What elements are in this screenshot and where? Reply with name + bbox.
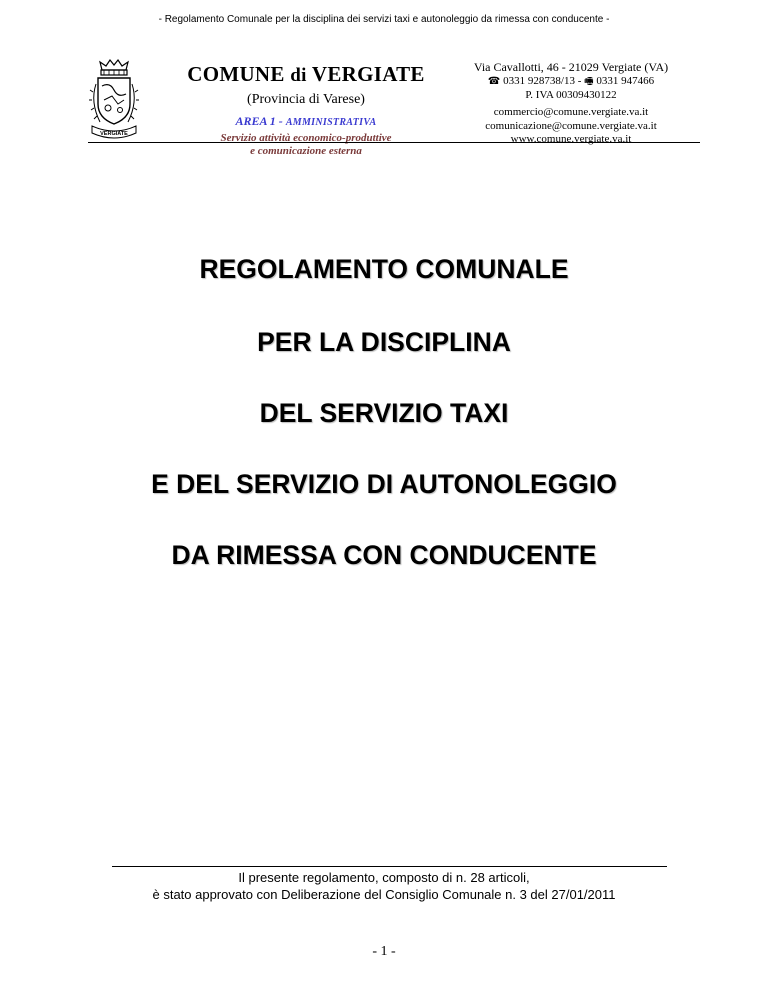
municipality-name-city: VERGIATE [306, 62, 425, 86]
footnote-divider [112, 866, 667, 867]
vat-number: P. IVA 00309430122 [525, 88, 617, 101]
phone-fax-line [455, 75, 687, 89]
website-link[interactable]: www.comune.vergiate.va.it [510, 133, 632, 145]
page-number: - 1 - [372, 944, 396, 959]
footnote-line-1: Il presente regolamento, composto di n. 28 articoli, [238, 870, 530, 885]
crest-ribbon-text: VERGIATE [100, 131, 128, 137]
fax-number: 0331 947466 [596, 75, 655, 87]
area-prefix: AREA 1 - [235, 114, 286, 128]
title-line-4: E DEL SERVIZIO DI AUTONOLEGGIO [151, 469, 617, 499]
area-name: AMMINISTRATIVA [285, 117, 377, 128]
running-header: - Regolamento Comunale per la disciplina dei servizi taxi e autonoleggio da rimessa con conducente - [158, 14, 610, 25]
fax-icon: 🖷 [584, 76, 594, 87]
title-line-3: DEL SERVIZIO TAXI [259, 398, 509, 428]
header-divider [88, 142, 700, 143]
municipality-name-di: di [290, 65, 307, 86]
title-line-2: PER LA DISCIPLINA [257, 327, 511, 357]
footnote-line-2: è stato approvato con Deliberazione del Consiglio Comunale n. 3 del 27/01/2011 [152, 887, 616, 902]
email-commercio[interactable]: commercio@comune.vergiate.va.it [493, 106, 649, 118]
municipality-name [170, 62, 442, 88]
municipality-name-main: COMUNE [187, 62, 291, 86]
service-line-1: Servizio attività economico-produttive [220, 132, 392, 144]
title-line-5: DA RIMESSA CON CONDUCENTE [171, 540, 597, 570]
municipal-crest-icon [88, 56, 140, 146]
email-comunicazione[interactable]: comunicazione@comune.vergiate.va.it [485, 119, 657, 132]
municipality-block [170, 62, 442, 158]
area-label [170, 114, 442, 130]
service-line-2: e comunicazione esterna [250, 145, 362, 157]
contact-block [455, 60, 687, 147]
province-label: (Provincia di Varese) [247, 92, 365, 107]
telephone-icon: ☎ [487, 76, 501, 87]
phone-number: 0331 928738/13 - [503, 75, 585, 87]
title-line-1: REGOLAMENTO COMUNALE [199, 254, 569, 284]
address-line: Via Cavallotti, 46 - 21029 Vergiate (VA) [473, 60, 669, 74]
